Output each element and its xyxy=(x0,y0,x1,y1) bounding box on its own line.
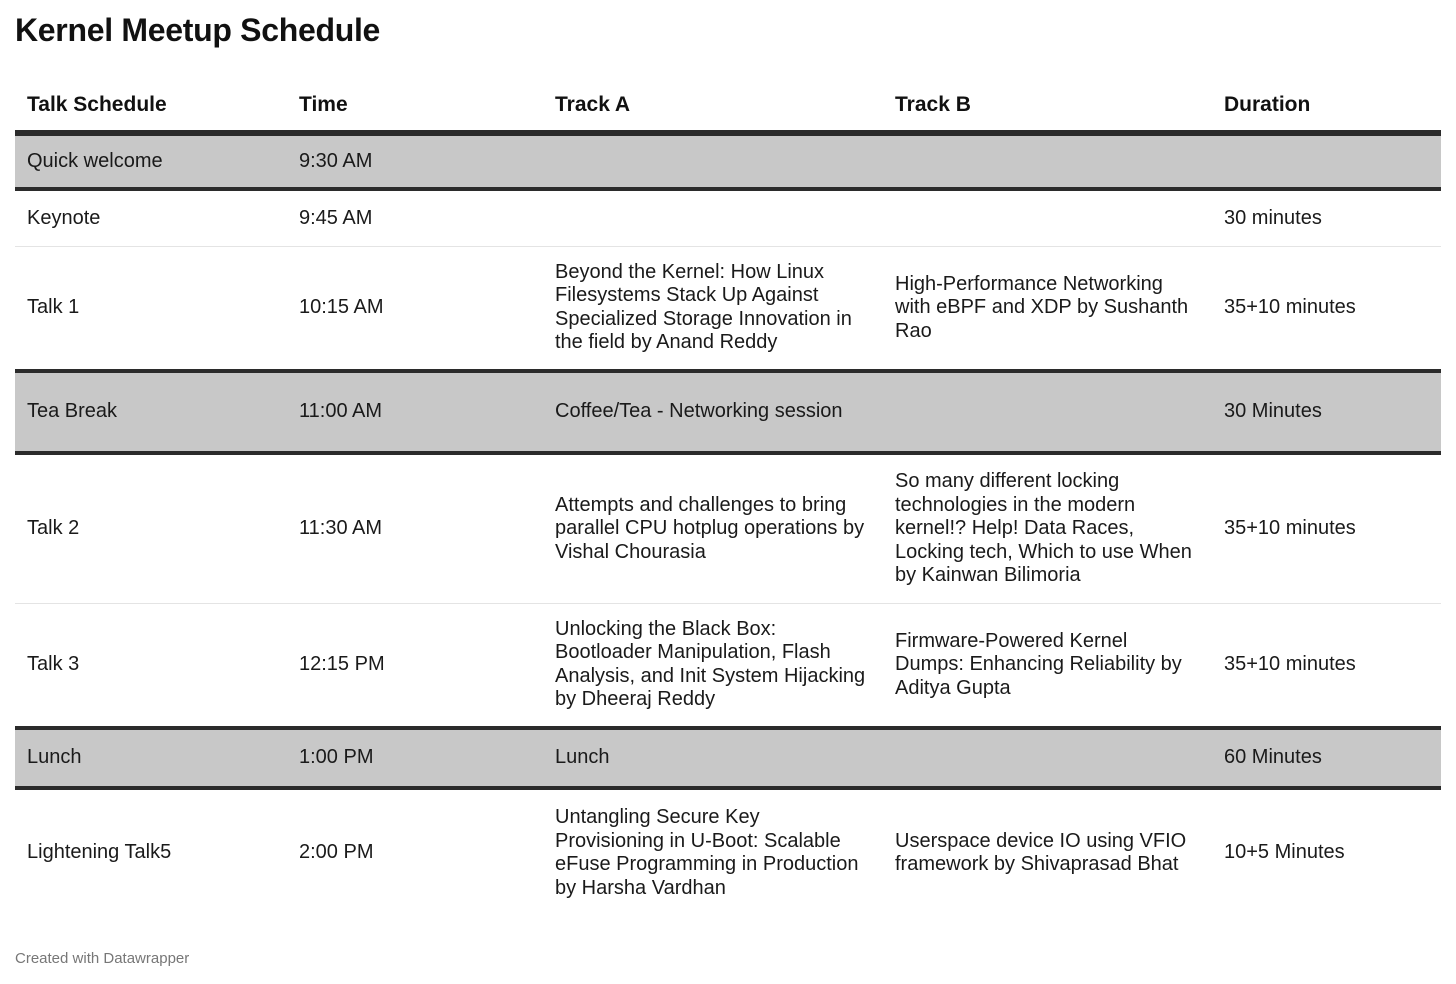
track-b-cell xyxy=(883,371,1212,453)
duration-cell: 30 minutes xyxy=(1212,189,1441,246)
footer-credit: Created with Datawrapper xyxy=(15,950,190,967)
time-cell: 12:15 PM xyxy=(287,603,543,728)
duration-cell: 30 Minutes xyxy=(1212,371,1441,453)
track-b-cell xyxy=(883,133,1212,189)
time-cell: 9:45 AM xyxy=(287,189,543,246)
time-cell: 2:00 PM xyxy=(299,841,374,864)
column-header-talk-schedule: Talk Schedule xyxy=(15,80,287,133)
track-a-cell: Unlocking the Black Box: Bootloader Manipulation, Flash Analysis, and Init System Hijacking by Dheeraj Reddy xyxy=(543,603,883,728)
track-b-cell: Userspace device IO using VFIO framework by Shivaprasad Bhat xyxy=(895,829,1187,875)
table-row xyxy=(15,133,1441,189)
session-cell: Lightening Talk5 xyxy=(27,841,172,864)
track-a-cell: Untangling Secure Key Provisioning in U-Boot: Scalable eFuse Programming in Production by Harsha Vardhan xyxy=(555,806,859,899)
track-a-cell xyxy=(543,133,883,189)
time-cell: 1:00 PM xyxy=(287,728,543,788)
track-b-cell: So many different locking technologies in the modern kernel!? Help! Data Races, Locking tech, Which to use When by Kainwan Bilimoria xyxy=(883,453,1212,603)
track-a-cell: Beyond the Kernel: How Linux Filesystems Stack Up Against Specialized Storage Innovation in the field by Anand Reddy xyxy=(543,246,883,371)
track-b-cell xyxy=(883,189,1212,246)
duration-cell: 60 Minutes xyxy=(1212,728,1441,788)
track-a-cell: Coffee/Tea - Networking session xyxy=(543,371,883,453)
session-cell: Lunch xyxy=(15,728,287,788)
column-header-track-a: Track A xyxy=(543,80,883,133)
session-cell: Keynote xyxy=(15,189,287,246)
track-a-cell: Lunch xyxy=(543,728,883,788)
session-cell: Quick welcome xyxy=(15,133,287,189)
table-row xyxy=(15,371,1441,453)
column-header-track-b: Track B xyxy=(883,80,1212,133)
track-b-cell xyxy=(883,728,1212,788)
duration-cell: 35+10 minutes xyxy=(1212,603,1441,728)
track-b-cell: High-Performance Networking with eBPF and XDP by Sushanth Rao xyxy=(883,246,1212,371)
track-a-cell: Attempts and challenges to bring parallel CPU hotplug operations by Vishal Chourasia xyxy=(543,453,883,603)
table-row xyxy=(15,728,1441,788)
time-cell: 11:30 AM xyxy=(287,453,543,603)
session-cell: Tea Break xyxy=(15,371,287,453)
schedule-table xyxy=(15,80,1441,916)
duration-cell: 35+10 minutes xyxy=(1212,246,1441,371)
time-cell: 10:15 AM xyxy=(287,246,543,371)
track-a-cell xyxy=(543,189,883,246)
time-cell: 11:00 AM xyxy=(287,371,543,453)
session-cell: Talk 2 xyxy=(15,453,287,603)
duration-cell xyxy=(1212,133,1441,189)
table-row xyxy=(15,246,1441,371)
table-row xyxy=(15,189,1441,246)
session-cell: Talk 1 xyxy=(15,246,287,371)
page-title: Kernel Meetup Schedule xyxy=(15,12,381,48)
duration-cell: 35+10 minutes xyxy=(1212,453,1441,603)
time-cell: 9:30 AM xyxy=(287,133,543,189)
column-header-time: Time xyxy=(287,80,543,133)
table-row xyxy=(15,603,1441,728)
table-row xyxy=(15,453,1441,603)
table-row xyxy=(15,788,1441,916)
session-cell: Talk 3 xyxy=(15,603,287,728)
duration-cell: 10+5 Minutes xyxy=(1224,841,1345,864)
table-header-row xyxy=(15,80,1441,133)
track-b-cell: Firmware-Powered Kernel Dumps: Enhancing Reliability by Aditya Gupta xyxy=(883,603,1212,728)
column-header-duration: Duration xyxy=(1212,80,1441,133)
